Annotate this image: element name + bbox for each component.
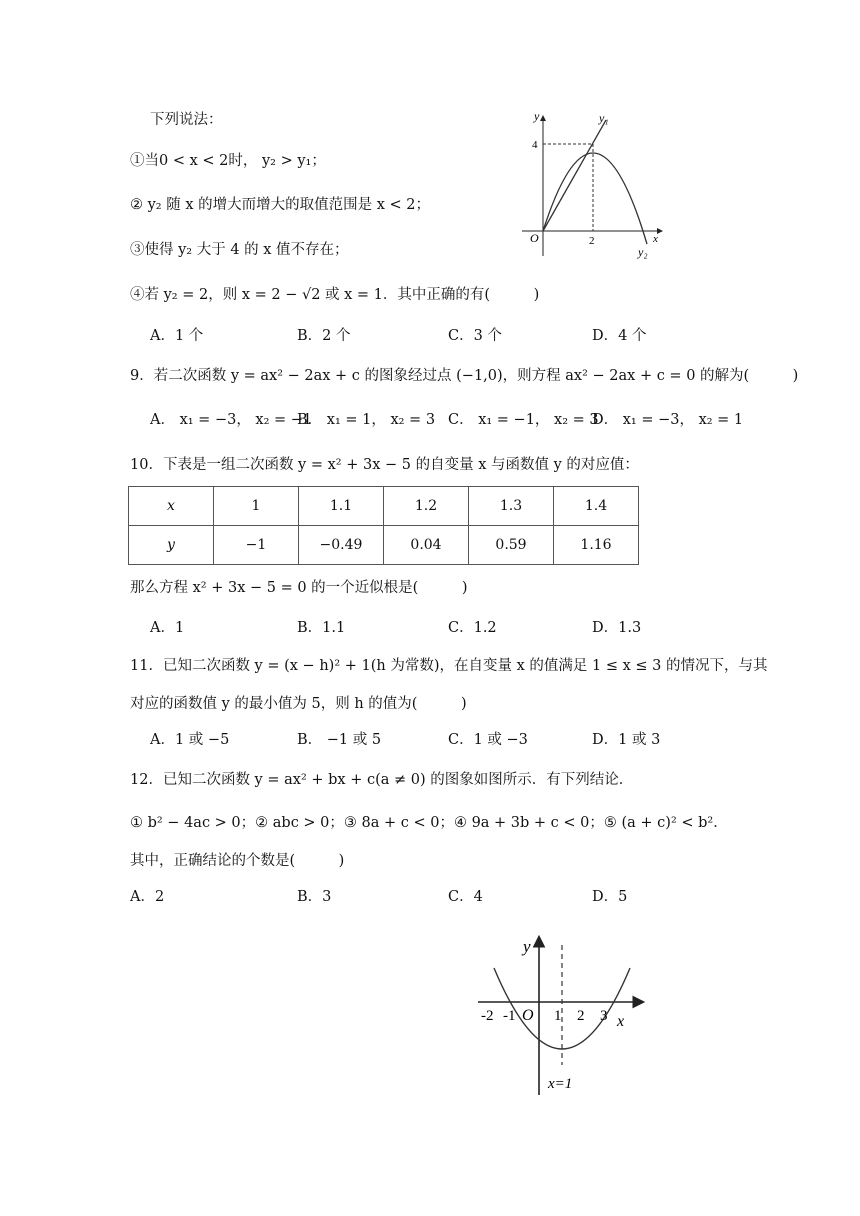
table-cell: 0.04 [384, 526, 469, 565]
q9-option-a: A． x₁ = −3， x₂ = −1 [150, 412, 313, 428]
table-cell: x [129, 487, 214, 526]
table-cell: −1 [214, 526, 299, 565]
q9-option-d: D． x₁ = −3， x₂ = 1 [592, 412, 744, 428]
q8-parabola-y2 [543, 153, 647, 244]
q12-option-d: D．5 [592, 889, 628, 905]
table-cell: 0.59 [469, 526, 554, 565]
table-cell: y [129, 526, 214, 565]
q11-stem-line2: 对应的函数值 y 的最小值为 5，则 h 的值为( ) [130, 696, 467, 712]
table-cell: 1.3 [469, 487, 554, 526]
q12-x-label: x [617, 1013, 625, 1030]
q12-symmetry-label: x=1 [548, 1076, 573, 1092]
table-cell: 1.4 [554, 487, 639, 526]
q10-option-d: D．1.3 [592, 620, 642, 636]
q8-statement-3: ③使得 y₂ 大于 4 的 x 值不存在； [130, 242, 349, 258]
table-cell: 1.16 [554, 526, 639, 565]
table-cell: 1 [214, 487, 299, 526]
table-cell: −0.49 [299, 526, 384, 565]
q11-option-c: C．1 或 −3 [448, 732, 528, 748]
q12-tick-2: 2 [577, 1008, 585, 1024]
q12-tick-neg1: -1 [503, 1008, 516, 1024]
q12-conclusions: ① b² − 4ac > 0；② abc > 0；③ 8a + c < 0；④ 9a + 3b + c < 0；⑤ (a + c)² < b²． [130, 815, 728, 831]
q8-statement-4: ④若 y₂ = 2，则 x = 2 − √2 或 x = 1．其中正确的有( ) [130, 287, 540, 303]
table-cell: 1.1 [299, 487, 384, 526]
q9-stem: 9．若二次函数 y = ax² − 2ax + c 的图象经过点 (−1,0)，则方程 ax² − 2ax + c = 0 的解为( ) [130, 368, 799, 384]
q8-y2-label: y₂ [638, 245, 648, 259]
q10-option-a: A．1 [150, 620, 185, 636]
q12-origin: O [522, 1007, 534, 1024]
q12-tick-1: 1 [554, 1008, 562, 1024]
q8-line-y1 [543, 120, 606, 231]
q12-stem: 12．已知二次函数 y = ax² + bx + c(a ≠ 0) 的图象如图所示．有下列结论． [130, 772, 634, 788]
q9-option-b: B． x₁ = 1， x₂ = 3 [297, 412, 436, 428]
q10-value-table [128, 486, 639, 565]
q8-origin: O [530, 231, 539, 245]
q12-graph [470, 930, 655, 1100]
q10-question: 那么方程 x² + 3x − 5 = 0 的一个近似根是( ) [130, 580, 468, 596]
q8-x-label: x [653, 233, 658, 245]
q8-graph [510, 104, 675, 264]
q8-option-d: D．4 个 [592, 328, 647, 344]
q8-y1-label: y₁ [599, 111, 609, 125]
q8-option-c: C．3 个 [448, 328, 502, 344]
q12-option-b: B．3 [297, 889, 332, 905]
q10-option-b: B．1.1 [297, 620, 346, 636]
q12-question: 其中，正确结论的个数是( ) [130, 853, 345, 869]
q10-option-c: C．1.2 [448, 620, 497, 636]
q8-statement-2: ② y₂ 随 x 的增大而增大的取值范围是 x < 2； [130, 197, 430, 213]
q8-y-label: y [534, 109, 540, 123]
table-row [129, 487, 639, 526]
q8-option-b: B．2 个 [297, 328, 351, 344]
q12-option-a: A．2 [130, 889, 165, 905]
q11-option-b: B． −1 或 5 [297, 732, 382, 748]
q11-option-a: A．1 或 −5 [150, 732, 230, 748]
q8-x-tick: 2 [589, 235, 595, 247]
q8-option-a: A．1 个 [150, 328, 204, 344]
q12-y-label: y [523, 937, 531, 956]
table-row [129, 526, 639, 565]
q12-option-c: C．4 [448, 889, 483, 905]
q11-stem-line1: 11．已知二次函数 y = (x − h)² + 1(h 为常数)，在自变量 x 的值满足 1 ≤ x ≤ 3 的情况下，与其 [130, 658, 768, 674]
q12-tick-3: 3 [600, 1008, 608, 1024]
table-cell: 1.2 [384, 487, 469, 526]
q11-option-d: D．1 或 3 [592, 732, 661, 748]
q10-stem: 10．下表是一组二次函数 y = x² + 3x − 5 的自变量 x 与函数值 y 的对应值： [130, 457, 639, 473]
q12-tick-neg2: -2 [481, 1008, 494, 1024]
q8-statement-1: ①当0 < x < 2时， y₂ > y₁； [130, 153, 326, 169]
q9-option-c: C． x₁ = −1， x₂ = 3 [448, 412, 599, 428]
q8-y-tick: 4 [532, 139, 538, 151]
q8-intro: 下列说法： [150, 112, 223, 128]
